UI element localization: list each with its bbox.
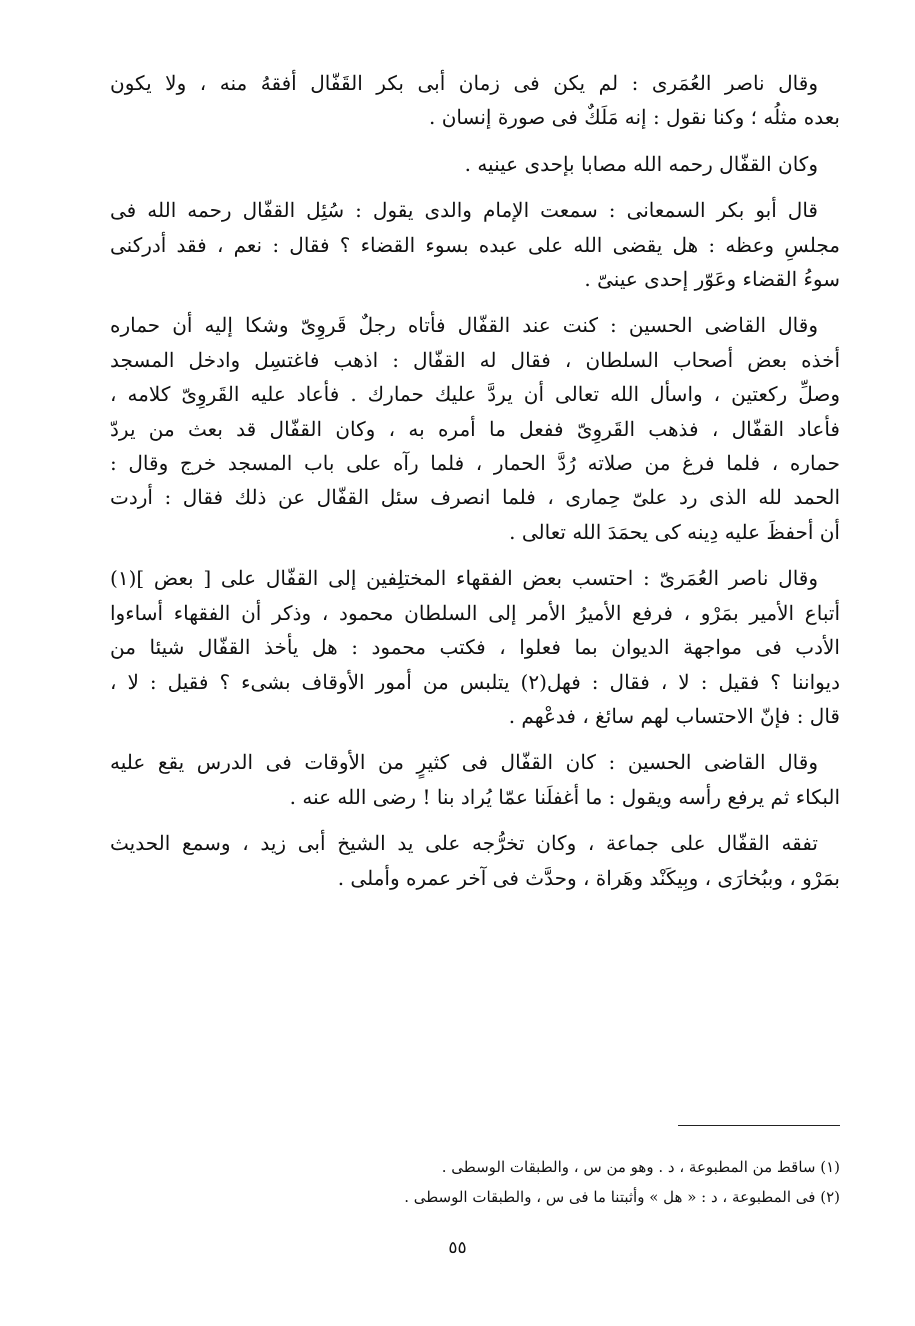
text-line: أن أحفظَ عليه دِينه كى يحمَدَ الله تعالى . [509,519,840,544]
text-line: وقال القاضى الحسين : كان القفّال فى كثيرٍ من الأوقات فى الدرس يقع عليه [110,750,818,775]
text-line: حماره ، فلما فرغ من صلاته رُدَّ الحمار ، فلما رآه على باب المسجد خرج وقال : [110,451,840,476]
paragraph-3 [110,193,840,296]
footnote-1: (١) ساقط من المطبوعة ، د . وهو من س ، والطبقات الوسطى . [441,1158,840,1176]
text-line: سوءُ القضاء وعَوّر إحدى عينىّ . [584,267,840,292]
text-line: وقال ناصر العُمَرى : لم يكن فى زمان أبى بكر القَفّال أفقهُ منه ، ولا يكون [110,71,818,95]
text-line: بمَرْو ، وببُخارَى ، وبِيكَنْد وهَراة ، وحدَّث فى آخر عمره وأملى . [337,865,840,890]
text-line: وصلِّ ركعتين ، واسأل الله تعالى أن يردَّ عليك حمارك . فأعاد عليه القَروِىّ كلامه ، [110,382,840,407]
text-line: وقال القاضى الحسين : كنت عند القفّال فأتاه رجلٌ قَروِىّ وشكا إليه أن حماره [110,313,818,338]
text-line: ديواننا ؟ فقيل : لا ، فقال : فهل(٢) يتلبس من أمور الأوقاف بشىء ؟ فقيل : لا ، [110,669,840,694]
text-line: فأعاد القفّال ، فذهب القَروِىّ ففعل ما أمره به ، وكان القفّال قد بعث من يردّ [110,416,840,441]
page-number: ٥٥ [448,1238,467,1258]
text-line: أخذه بعض أصحاب السلطان ، فقال له القفّال : اذهب فاغتسِل وادخل المسجد [110,347,840,372]
main-text [110,66,840,907]
paragraph-5 [110,561,840,733]
paragraph-2 [110,147,840,181]
text-line: وكان القفّال رحمه الله مصابا بإحدى عينيه . [464,151,818,176]
text-line: البكاء ثم يرفع رأسه ويقول : ما أغفلَنا عمّا يُراد بنا ! رضى الله عنه . [289,784,840,809]
text-line: بعده مثلُه ؛ وكنا نقول : إنه مَلَكٌ فى صورة إنسان . [429,105,840,130]
text-line: أتباع الأمير بمَرْو ، فرفع الأميرُ الأمر إلى السلطان محمود ، وذكر أن الفقهاء أساءوا [110,600,840,625]
footnote-2: (٢) فى المطبوعة ، د : « هل » وأثبتنا ما فى س ، والطبقات الوسطى . [404,1188,840,1206]
footnote-divider [678,1125,840,1126]
text-line: مجلسِ وعظه : هل يقضى الله على عبده بسوء القضاء ؟ فقال : نعم ، فقد أدركنى [110,232,840,257]
text-line: قال : فإنّ الاحتساب لهم سائغ ، فدعْهم . [508,703,840,728]
paragraph-1 [110,66,840,135]
text-line: الأدب فى مواجهة الديوان بما فعلوا ، فكتب محمود : هل يأخذ القفّال شيئا من [110,635,840,660]
paragraph-4 [110,308,840,549]
text-line: تفقه القفّال على جماعة ، وكان تخرُّجه على يد الشيخ أبى زيد ، وسمع الحديث [110,831,818,856]
footnotes [110,1152,840,1212]
paragraph-6 [110,745,840,814]
text-line: الحمد لله الذى رد علىّ حِمارى ، فلما انصرف سئل القفّال عن ذلك فقال : أردت [110,485,840,510]
paragraph-7 [110,826,840,895]
text-line: قال أبو بكر السمعانى : سمعت الإمام والدى يقول : سُئِل القفّال رحمه الله فى [110,198,818,223]
text-line: وقال ناصر العُمَرىّ : احتسب بعض الفقهاء المختلِفين إلى القفّال على [ بعض ](١) [110,566,818,591]
